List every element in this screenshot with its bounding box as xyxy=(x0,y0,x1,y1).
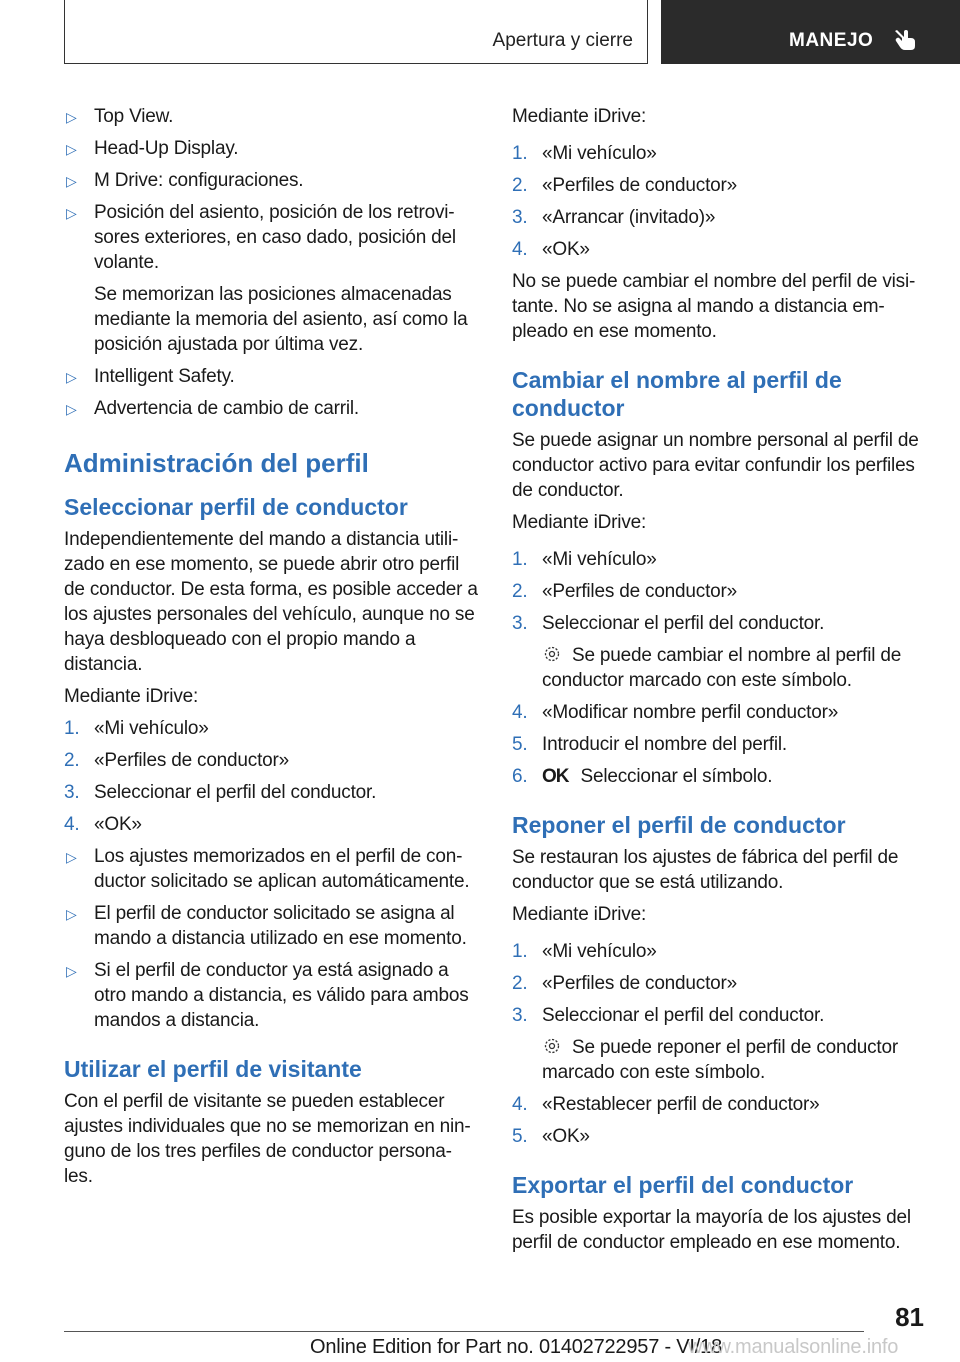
ok-symbol-icon: OK xyxy=(542,766,569,787)
list-item: ▷ Head-Up Display. xyxy=(66,138,239,159)
gear-icon xyxy=(542,1036,562,1056)
step-item: 2. «Perfiles de conductor» xyxy=(512,175,738,196)
step-item: 2. «Perfiles de conductor» xyxy=(64,750,290,771)
list-item: ▷ Si el perfil de conductor ya está asignado a otro mando a distancia, es válido para ambos mandos a distancia. xyxy=(66,960,469,1031)
paragraph: Es posible exportar la mayoría de los ajustes del perfil de conductor empleado en ese momento. xyxy=(512,1207,911,1253)
step-item: 5. Introducir el nombre del perfil. xyxy=(512,734,787,755)
step-item: 1. «Mi vehículo» xyxy=(512,143,657,164)
step-item: 3. «Arrancar (invitado)» xyxy=(512,207,716,228)
paragraph: Con el perfil de visitante se pueden establecer ajustes individuales que no se memorizan en nin‐guno de los tres perfiles de conductor persona‐les. xyxy=(64,1091,471,1187)
paragraph: Independientemente del mando a distancia utili‐zado en ese momento, se puede abrir otro perfil de conductor. De esta forma, es posible acceder a los ajustes personales del vehículo, aunque no se haya desbloqueado con el propio mando a distancia. xyxy=(64,529,478,675)
list-note: Se memorizan las posiciones almacenadas mediante la memoria del asiento, así como la posición ajustada por última vez. xyxy=(94,284,468,355)
header-chapter-label: MANEJO xyxy=(789,30,874,51)
header-section-box xyxy=(64,0,648,64)
heading-guest-profile: Utilizar el perfil de visitante xyxy=(64,1056,362,1082)
step-item: 6. OK Seleccionar el símbolo. xyxy=(512,766,773,787)
page-number: 81 xyxy=(895,1302,924,1332)
header-section-title: Apertura y cierre xyxy=(492,30,633,51)
step-item: 3. Seleccionar el perfil del conductor. xyxy=(64,782,377,803)
footer-watermark: www.manualsonline.info xyxy=(688,1336,899,1358)
left-column xyxy=(64,104,480,1196)
list-item: ▷ Posición del asiento, posición de los retrovi‐sores exteriores, en caso dado, posición del volante. xyxy=(66,202,456,273)
step-item: 2. «Perfiles de conductor» xyxy=(512,581,738,602)
heading-select-profile: Seleccionar perfil de conductor xyxy=(64,494,408,520)
paragraph: No se puede cambiar el nombre del perfil de visi‐tante. No se asigna al mando a distancia em‐pleado en ese momento. xyxy=(512,271,916,342)
right-column xyxy=(512,104,928,1262)
heading-rename-profile: Cambiar el nombre al perfil de conductor xyxy=(512,367,842,421)
step-item: 1. «Mi vehículo» xyxy=(64,718,209,739)
step-item: 2. «Perfiles de conductor» xyxy=(512,973,738,994)
step-note: Se puede cambiar el nombre al perfil de conductor marcado con este símbolo. xyxy=(542,645,902,691)
header-chapter-tab xyxy=(661,0,960,64)
paragraph: Se restauran los ajustes de fábrica del perfil de conductor que se está utilizando. xyxy=(512,847,899,893)
step-item: 1. «Mi vehículo» xyxy=(512,941,657,962)
heading-export-profile: Exportar el perfil del conductor xyxy=(512,1172,854,1198)
list-item: ▷ M Drive: configuraciones. xyxy=(66,170,304,191)
step-item: 1. «Mi vehículo» xyxy=(512,549,657,570)
list-item: ▷ El perfil de conductor solicitado se asigna al mando a distancia utilizado en ese momento. xyxy=(66,903,467,949)
list-item: ▷ Intelligent Safety. xyxy=(66,366,235,387)
step-item: 4. «Modificar nombre perfil conductor» xyxy=(512,702,839,723)
step-item: 5. «OK» xyxy=(512,1126,590,1147)
paragraph-idrive: Mediante iDrive: xyxy=(512,904,647,925)
step-note: Se puede reponer el perfil de conductor marcado con este símbolo. xyxy=(542,1037,898,1083)
step-item: 3. Seleccionar el perfil del conductor. xyxy=(512,1005,825,1026)
footer-divider xyxy=(64,1331,864,1332)
list-item: ▷ Top View. xyxy=(66,106,174,127)
list-item: ▷ Los ajustes memorizados en el perfil de con‐ductor solicitado se aplican automáticamente. xyxy=(66,846,470,892)
pointing-hand-icon xyxy=(893,26,919,52)
step-item: 3. Seleccionar el perfil del conductor. xyxy=(512,613,825,634)
paragraph-idrive: Mediante iDrive: xyxy=(512,512,647,533)
heading-profile-admin: Administración del perfil xyxy=(64,448,369,478)
step-item: 4. «OK» xyxy=(64,814,142,835)
paragraph-idrive: Mediante iDrive: xyxy=(512,106,647,127)
list-item: ▷ Advertencia de cambio de carril. xyxy=(66,398,360,419)
paragraph-idrive: Mediante iDrive: xyxy=(64,686,199,707)
step-item: 4. «Restablecer perfil de conductor» xyxy=(512,1094,820,1115)
heading-reset-profile: Reponer el perfil de conductor xyxy=(512,812,846,838)
gear-icon xyxy=(542,644,562,664)
footer-edition: Online Edition for Part no. 01402722957 - VI/18 xyxy=(310,1336,722,1358)
paragraph: Se puede asignar un nombre personal al perfil de conductor activo para evitar confundir los perfiles de conductor. xyxy=(512,430,919,501)
step-item: 4. «OK» xyxy=(512,239,590,260)
